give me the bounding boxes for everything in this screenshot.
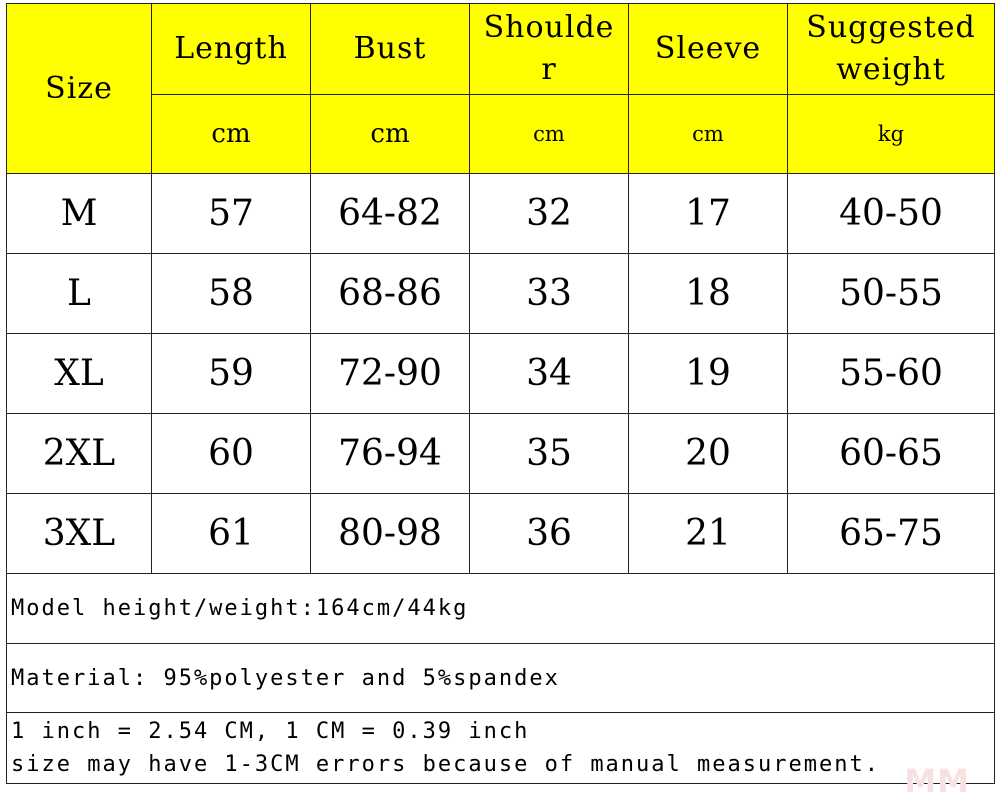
sleeve-cell: 21 bbox=[629, 494, 788, 574]
weight-header-line-1: Suggested bbox=[806, 10, 976, 45]
sleeve-header: Sleeve bbox=[629, 4, 788, 95]
bust-cell: 72-90 bbox=[311, 334, 470, 414]
length-cell: 57 bbox=[152, 174, 311, 254]
bust-cell: 68-86 bbox=[311, 254, 470, 334]
shoulder-cell: 32 bbox=[470, 174, 629, 254]
length-cell: 59 bbox=[152, 334, 311, 414]
size-cell: XL bbox=[7, 334, 152, 414]
length-cell: 60 bbox=[152, 414, 311, 494]
length-cell: 58 bbox=[152, 254, 311, 334]
disclaimer-note: size may have 1-3CM errors because of manual measurement. bbox=[11, 752, 880, 777]
shoulder-cell: 34 bbox=[470, 334, 629, 414]
bust-cell: 76-94 bbox=[311, 414, 470, 494]
sleeve-cell: 17 bbox=[629, 174, 788, 254]
size-cell: 2XL bbox=[7, 414, 152, 494]
size-cell: M bbox=[7, 174, 152, 254]
size-header: Size bbox=[7, 4, 152, 174]
watermark: MM bbox=[904, 762, 970, 800]
sleeve-unit: cm bbox=[629, 95, 788, 174]
weight-cell: 60-65 bbox=[788, 414, 995, 494]
weight-unit: kg bbox=[788, 95, 995, 174]
weight-cell: 50-55 bbox=[788, 254, 995, 334]
model-note: Model height/weight:164cm/44kg bbox=[7, 574, 995, 644]
shoulder-header-line-2: r bbox=[541, 52, 557, 87]
size-cell: L bbox=[7, 254, 152, 334]
table-row bbox=[7, 174, 995, 254]
shoulder-header bbox=[470, 4, 629, 95]
weight-cell: 65-75 bbox=[788, 494, 995, 574]
weight-header-line-2: weight bbox=[836, 52, 946, 87]
length-unit: cm bbox=[152, 95, 311, 174]
length-cell: 61 bbox=[152, 494, 311, 574]
weight-cell: 40-50 bbox=[788, 174, 995, 254]
shoulder-cell: 36 bbox=[470, 494, 629, 574]
bust-cell: 64-82 bbox=[311, 174, 470, 254]
shoulder-unit: cm bbox=[470, 95, 629, 174]
table-row bbox=[7, 414, 995, 494]
weight-cell: 55-60 bbox=[788, 334, 995, 414]
bust-unit: cm bbox=[311, 95, 470, 174]
shoulder-cell: 35 bbox=[470, 414, 629, 494]
table-row bbox=[7, 494, 995, 574]
size-cell: 3XL bbox=[7, 494, 152, 574]
sleeve-cell: 18 bbox=[629, 254, 788, 334]
size-table bbox=[6, 3, 995, 784]
table-row bbox=[7, 334, 995, 414]
bust-header: Bust bbox=[311, 4, 470, 95]
weight-header bbox=[788, 4, 995, 95]
sleeve-cell: 20 bbox=[629, 414, 788, 494]
material-note: Material: 95%polyester and 5%spandex bbox=[7, 644, 995, 713]
shoulder-cell: 33 bbox=[470, 254, 629, 334]
length-header: Length bbox=[152, 4, 311, 95]
sleeve-cell: 19 bbox=[629, 334, 788, 414]
table-row bbox=[7, 254, 995, 334]
measurement-note bbox=[7, 713, 995, 784]
conversion-note: 1 inch = 2.54 CM, 1 CM = 0.39 inch bbox=[11, 719, 530, 744]
shoulder-header-line-1: Shoulde bbox=[483, 10, 615, 45]
bust-cell: 80-98 bbox=[311, 494, 470, 574]
